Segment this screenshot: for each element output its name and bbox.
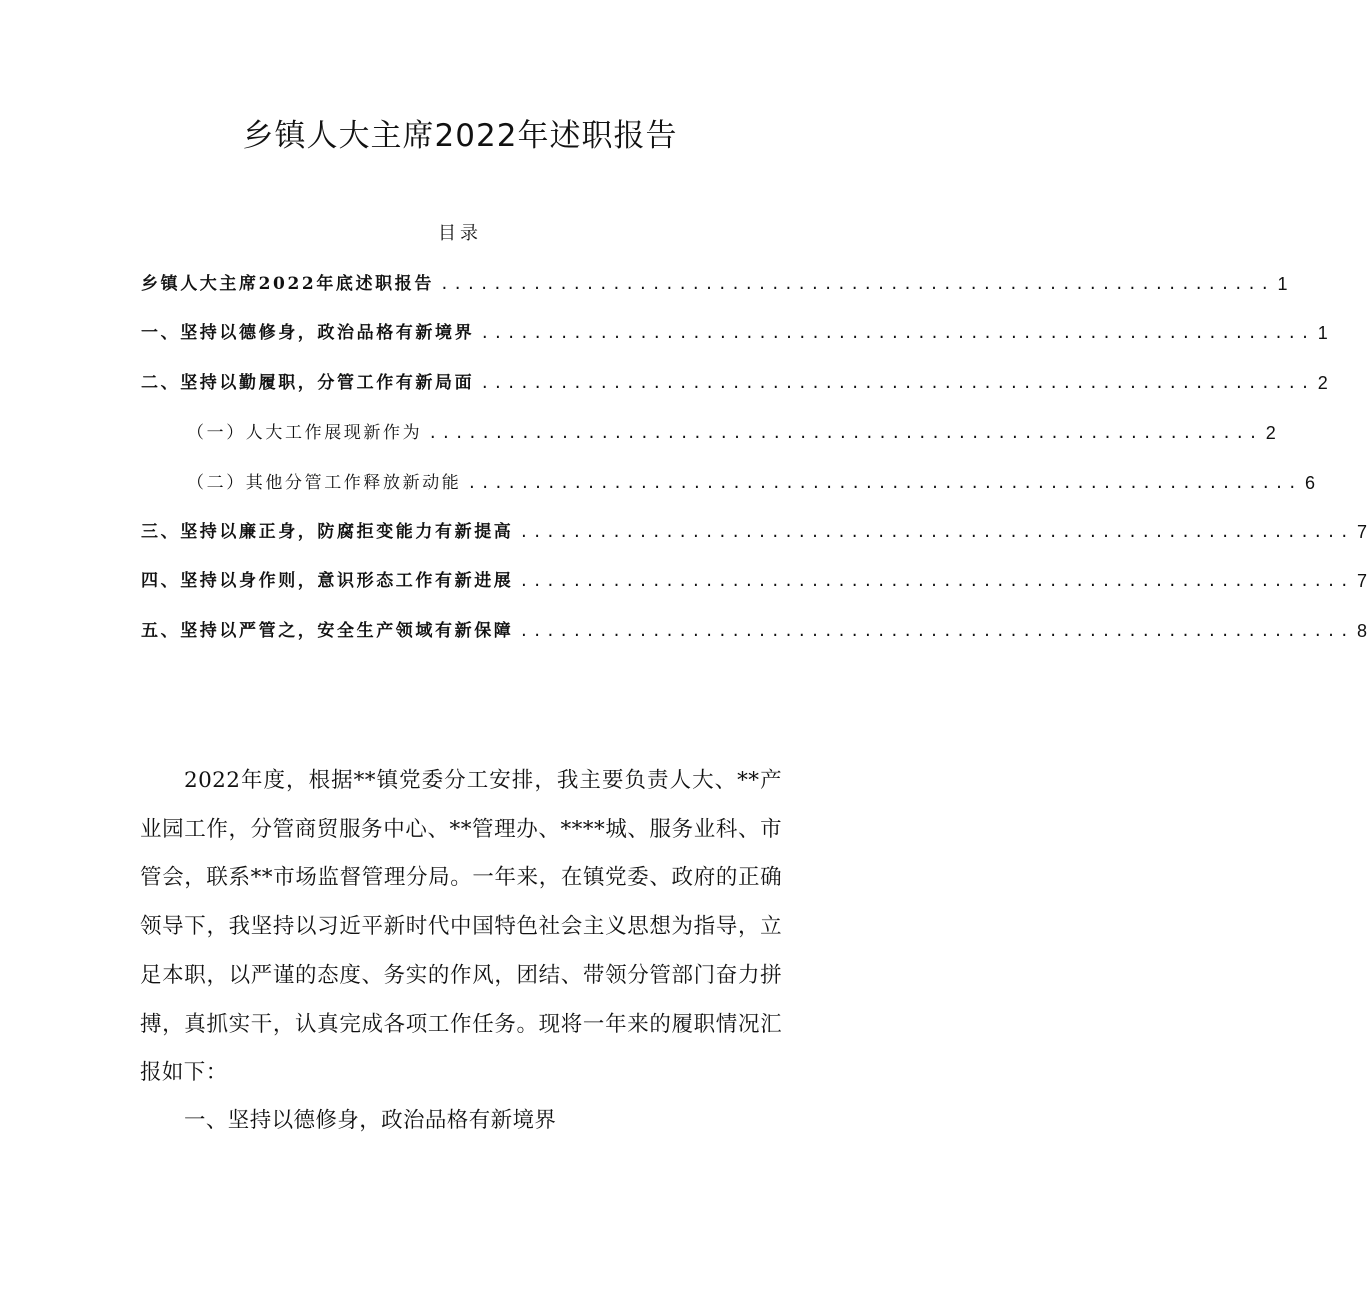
toc-leader-dots: ............................................................... [439, 275, 1274, 293]
toc-entry-page: 7 [1356, 522, 1367, 542]
toc-entry-page: 2 [1317, 373, 1328, 393]
toc-entry-page: 1 [1277, 274, 1288, 294]
toc-entry-text: （二）其他分管工作释放新动能 [187, 473, 462, 493]
intro-paragraph: 2022年度，根据**镇党委分工安排，我主要负责人大、**产业园工作，分管商贸服务中心、**管理办、****城、服务业科、市管会，联系**市场监督管理分局。一年来，在镇党委、政府的正确领导下，我坚持以习近平新时代中国特色社会主义思想为指导，立足本职，以严谨的态度、务实的作风，团结、带领分管部门奋力拼搏，真抓实干，认真完成各项工作任务。现将一年来的履职情况汇报如下： [140, 768, 782, 1086]
toc-entry-text: 三、坚持以廉正身，防腐拒变能力有新提高 [141, 522, 514, 542]
toc-entry-text: 二、坚持以勤履职，分管工作有新局面 [141, 373, 475, 393]
toc-leader-dots: ............................................................... [480, 374, 1314, 392]
document-title: 乡镇人大主席2022年述职报告 [242, 118, 678, 154]
toc-entry[interactable] [141, 471, 1315, 495]
toc-entry-page: 6 [1304, 473, 1315, 493]
toc-entry[interactable] [141, 569, 1367, 593]
toc-entry[interactable] [141, 421, 1276, 445]
toc-entry-text: （一）人大工作展现新作为 [187, 423, 423, 443]
toc-entry[interactable] [141, 371, 1328, 395]
toc-leader-dots: ............................................................... [467, 474, 1301, 492]
toc-entry[interactable] [141, 321, 1328, 345]
toc-heading: 目录 [438, 223, 482, 244]
table-of-contents [141, 272, 1367, 643]
toc-entry-text: 乡镇人大主席2022年底述职报告 [141, 274, 434, 294]
toc-leader-dots: ............................................................... [519, 572, 1353, 590]
toc-entry-page: 2 [1265, 423, 1276, 443]
section-heading: 一、坚持以德修身，政治品格有新境界 [184, 1108, 557, 1133]
toc-entry[interactable] [141, 619, 1367, 643]
toc-entry[interactable] [141, 520, 1367, 544]
toc-leader-dots: ............................................................... [428, 424, 1262, 442]
toc-entry-page: 8 [1356, 621, 1367, 641]
toc-entry-page: 1 [1317, 323, 1328, 343]
toc-leader-dots: ............................................................... [519, 523, 1353, 541]
toc-entry-text: 一、坚持以德修身，政治品格有新境界 [141, 323, 475, 343]
toc-entry[interactable] [141, 272, 1288, 296]
toc-entry-text: 四、坚持以身作则，意识形态工作有新进展 [141, 571, 514, 591]
toc-entry-page: 7 [1356, 571, 1367, 591]
toc-leader-dots: ............................................................... [480, 324, 1314, 342]
toc-entry-text: 五、坚持以严管之，安全生产领域有新保障 [141, 621, 514, 641]
toc-leader-dots: ............................................................... [519, 622, 1353, 640]
